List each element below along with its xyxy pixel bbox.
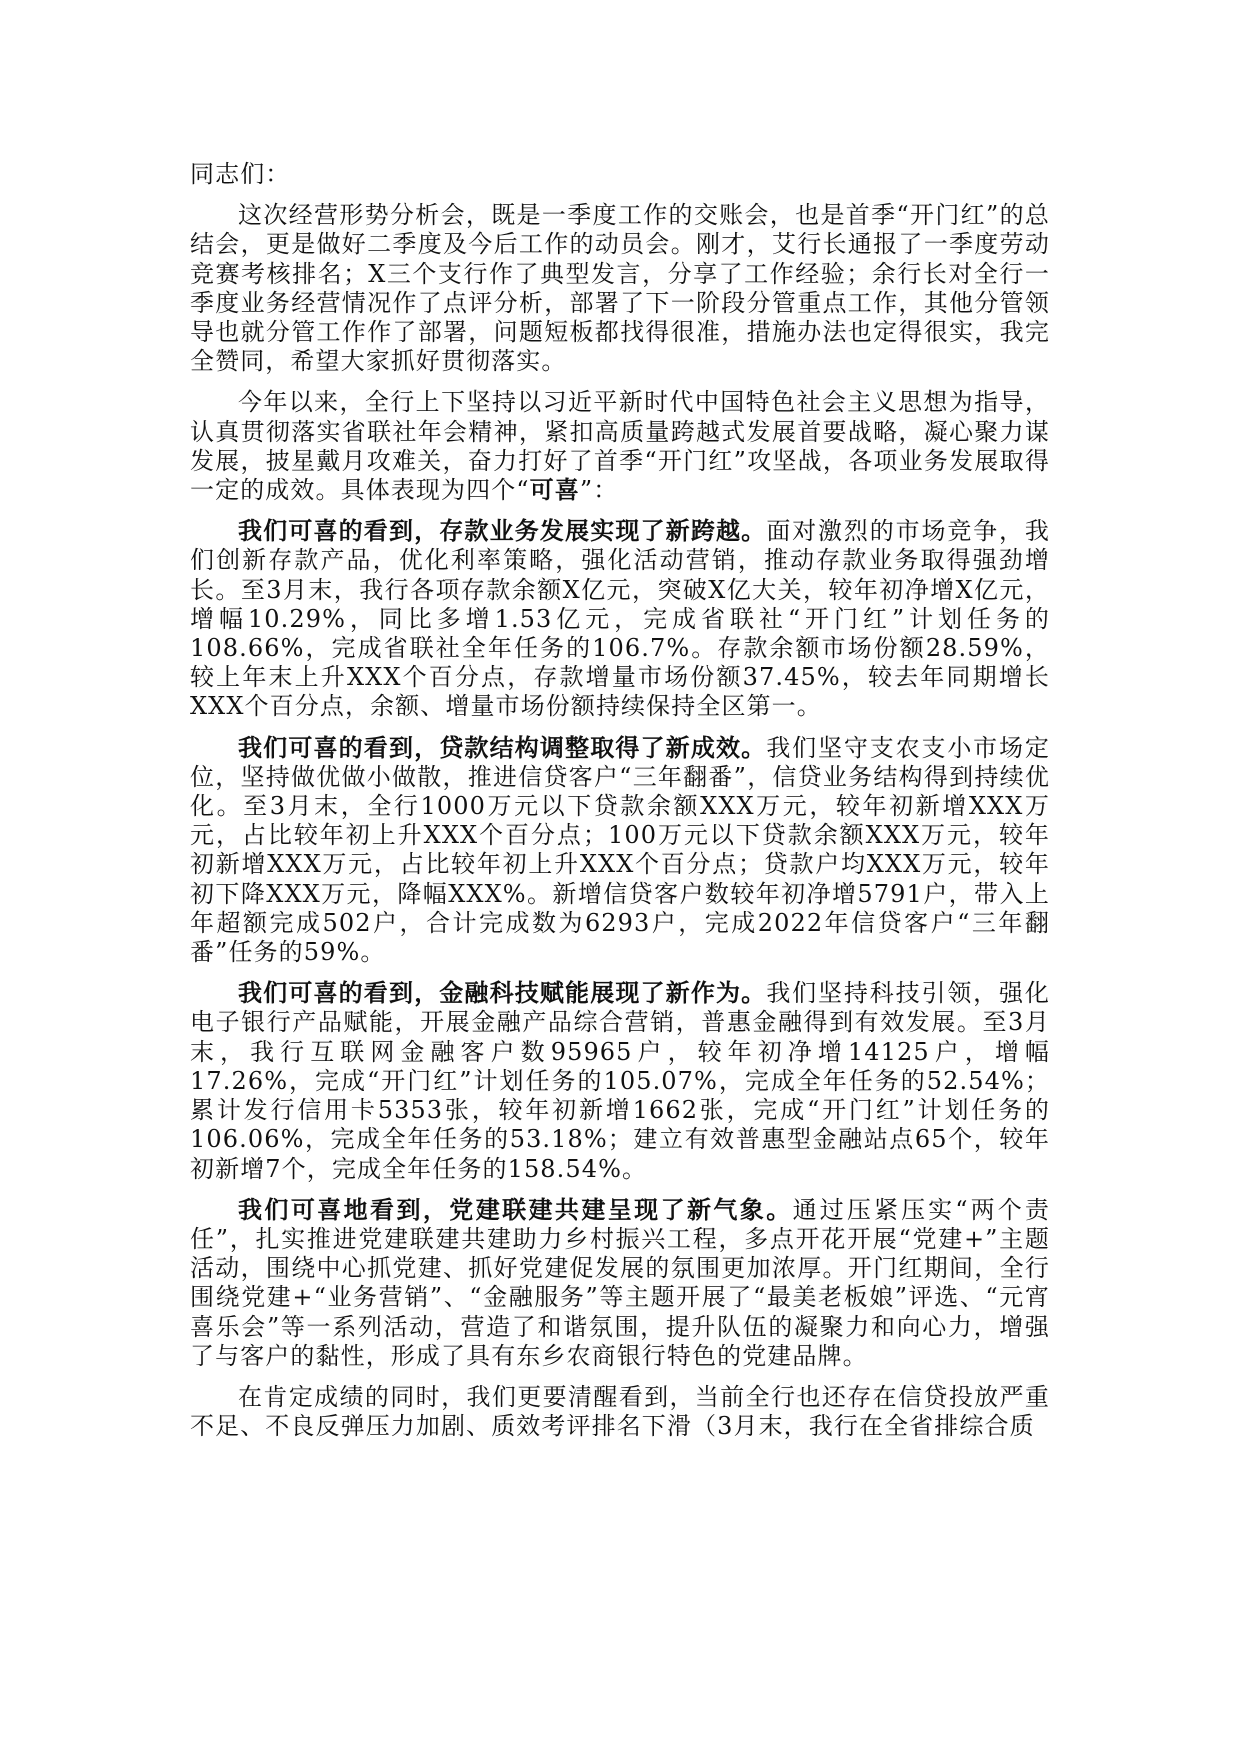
paragraph-lead: 我们可喜的看到，存款业务发展实现了新跨越。 bbox=[238, 517, 767, 546]
paragraph-fintech bbox=[190, 979, 1050, 1183]
paragraph-party-building bbox=[190, 1196, 1050, 1371]
paragraph-body: 我们坚持科技引领，强化电子银行产品赋能，开展金融产品综合营销，普惠金融得到有效发展。至3月末，我行互联网金融客户数95965户，较年初净增14125户，增幅17.26%，完成“开门红”计划任务的105.07%，完成全年任务的52.54%；累计发行信用卡5353张，较年初新增1662张，完成“开门红”计划任务的106.06%，完成全年任务的53.18%；建立有效普惠型金融站点65个，较年初新增7个，完成全年任务的158.54%。 bbox=[190, 979, 1050, 1183]
document-page bbox=[190, 160, 1050, 1453]
paragraph-summary bbox=[190, 388, 1050, 505]
summary-text: 今年以来，全行上下坚持以习近平新时代中国特色社会主义思想为指导，认真贯彻落实省联社年会精神，紧扣高质量跨越式发展首要战略，凝心聚力谋发展，披星戴月攻难关，奋力打好了首季“开门红”攻坚战，各项业务发展取得一定的成效。具体表现为四个“ bbox=[190, 388, 1050, 505]
paragraph-body: 面对激烈的市场竞争，我们创新存款产品，优化利率策略，强化活动营销，推动存款业务取得强劲增长。至3月末，我行各项存款余额X亿元，突破X亿大关，较年初净增X亿元，增幅10.29%，同比多增1.53亿元，完成省联社“开门红”计划任务的108.66%，完成省联社全年任务的106.7%。存款余额市场份额28.59%，较上年末上升XXX个百分点，存款增量市场份额37.45%，较去年同期增长XXX个百分点，余额、增量市场份额持续保持全区第一。 bbox=[190, 517, 1050, 721]
paragraph-deposits bbox=[190, 517, 1050, 721]
summary-emphasis: 可喜 bbox=[529, 476, 580, 505]
paragraph-opening: 这次经营形势分析会，既是一季度工作的交账会，也是首季“开门红”的总结会，更是做好二季度及今后工作的动员会。刚才，艾行长通报了一季度劳动竞赛考核排名；X三个支行作了典型发言，分享了工作经验；余行长对全行一季度业务经营情况作了点评分析，部署了下一阶段分管重点工作，其他分管领导也就分管工作作了部署，问题短板都找得很准，措施办法也定得很实，我完全赞同，希望大家抓好贯彻落实。 bbox=[190, 201, 1050, 376]
summary-text-end: ”： bbox=[579, 476, 619, 505]
paragraph-lead: 我们可喜地看到，党建联建共建呈现了新气象。 bbox=[238, 1195, 793, 1224]
salutation: 同志们： bbox=[190, 160, 291, 188]
paragraph-body: 我们坚守支农支小市场定位，坚持做优做小做散，推进信贷客户“三年翻番”，信贷业务结构得到持续优化。至3月末，全行1000万元以下贷款余额XXX万元，较年初新增XXX万元，占比较年初上升XXX个百分点；100万元以下贷款余额XXX万元，较年初新增XXX万元，占比较年初上升XXX个百分点；贷款户均XXX万元，较年初下降XXX万元，降幅XXX%。新增信贷客户数较年初净增5791户，带入上年超额完成502户，合计完成数为6293户，完成2022年信贷客户“三年翻番”任务的59%。 bbox=[190, 733, 1050, 967]
paragraph-problems: 在肯定成绩的同时，我们更要清醒看到，当前全行也还存在信贷投放严重不足、不良反弹压力加剧、质效考评排名下滑（3月末，我行在全省排综合质 bbox=[190, 1382, 1050, 1441]
paragraph-lead: 我们可喜的看到，贷款结构调整取得了新成效。 bbox=[238, 733, 767, 762]
paragraph-lead: 我们可喜的看到，金融科技赋能展现了新作为。 bbox=[238, 979, 767, 1008]
paragraph-body: 通过压紧压实“两个责任”，扎实推进党建联建共建助力乡村振兴工程，多点开花开展“党建+”主题活动，围绕中心抓党建、抓好党建促发展的氛围更加浓厚。开门红期间，全行围绕党建+“业务营销”、“金融服务”等主题开展了“最美老板娘”评选、“元宵喜乐会”等一系列活动，营造了和谐氛围，提升队伍的凝聚力和向心力，增强了与客户的黏性，形成了具有东乡农商银行特色的党建品牌。 bbox=[190, 1195, 1050, 1370]
paragraph-loans bbox=[190, 734, 1050, 968]
